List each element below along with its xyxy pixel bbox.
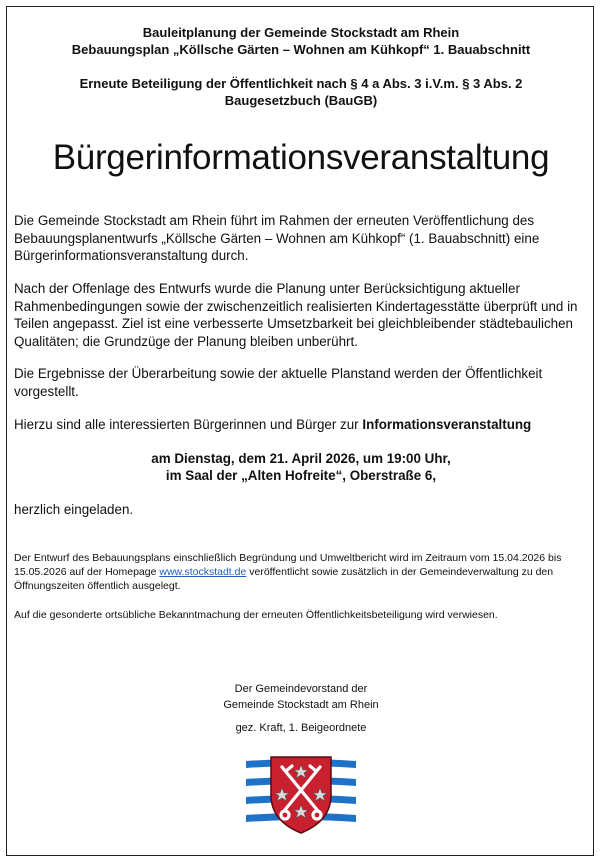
homepage-link[interactable]: www.stockstadt.de <box>159 566 247 578</box>
signature-line-2: Gemeinde Stockstadt am Rhein <box>223 699 379 711</box>
notice-text-suffix: veröffentlicht sowie zusätzlich in der Gemeindeverwaltung zu den Öffnungszeiten öffentlich ausgelegt. <box>14 566 554 592</box>
header-line-4: Baugesetzbuch (BauGB) <box>224 93 378 108</box>
page-title: Bürgerinformationsveranstaltung <box>52 138 550 177</box>
paragraph-intro: Die Gemeinde Stockstadt am Rhein führt im Rahmen der erneuten Veröffentlichung des Bebauungsplanentwurfs „Köllsche Gärten – Wohnen am Kühkopf“ (1. Bauabschnitt) eine Bürgerinformationsveranstaltung durch. <box>14 213 540 263</box>
event-date: am Dienstag, dem 21. April 2026, um 19:00 Uhr, <box>151 451 451 466</box>
signature-line-1: Der Gemeindevorstand der <box>234 683 368 695</box>
invitation-text: Hierzu sind alle interessierten Bürgerinnen und Bürger zur <box>14 417 363 432</box>
signature-line-3: gez. Kraft, 1. Beigeordnete <box>235 722 367 734</box>
header-line-3: Erneute Beteiligung der Öffentlichkeit nach § 4 a Abs. 3 i.V.m. § 3 Abs. 2 <box>79 76 523 91</box>
invitation-closing: herzlich eingeladen. <box>14 502 134 517</box>
coat-of-arms-icon <box>246 755 356 835</box>
paragraph-invitation <box>14 416 584 434</box>
notice-text-prefix: Der Entwurf des Bebauungsplans einschließlich Begründung und Umweltbericht wird im Zeitraum vom 15.04.2026 bis 15.05.2026 auf der Homepage <box>14 552 562 578</box>
header-line-1: Bauleitplanung der Gemeinde Stockstadt am Rhein <box>142 25 460 40</box>
event-location: im Saal der „Alten Hofreite“, Oberstraße 6, <box>165 468 437 483</box>
paragraph-revision: Nach der Offenlage des Entwurfs wurde die Planung unter Berücksichtigung aktueller Rahmenbedingungen sowie der zwischenzeitlich realisierten Kindertagesstätte überprüft und in Teilen angepasst. Ziel ist eine verbesserte Umsetzbarkeit bei gleichbleibender städtebaulichen Qualitäten; die Grundzüge der Planung bleiben unberührt. <box>14 281 578 349</box>
paragraph-results: Die Ergebnisse der Überarbeitung sowie der aktuelle Planstand werden der Öffentlichkeit vorgestellt. <box>14 366 543 399</box>
invitation-event-name: Informationsveranstaltung <box>362 417 532 432</box>
header-line-2: Bebauungsplan „Köllsche Gärten – Wohnen am Kühkopf“ 1. Bauabschnitt <box>71 42 531 57</box>
notice-paragraph <box>14 551 588 593</box>
reference-paragraph: Auf die gesonderte ortsübliche Bekanntmachung der erneuten Öffentlichkeitsbeteiligung wird verwiesen. <box>14 609 498 621</box>
